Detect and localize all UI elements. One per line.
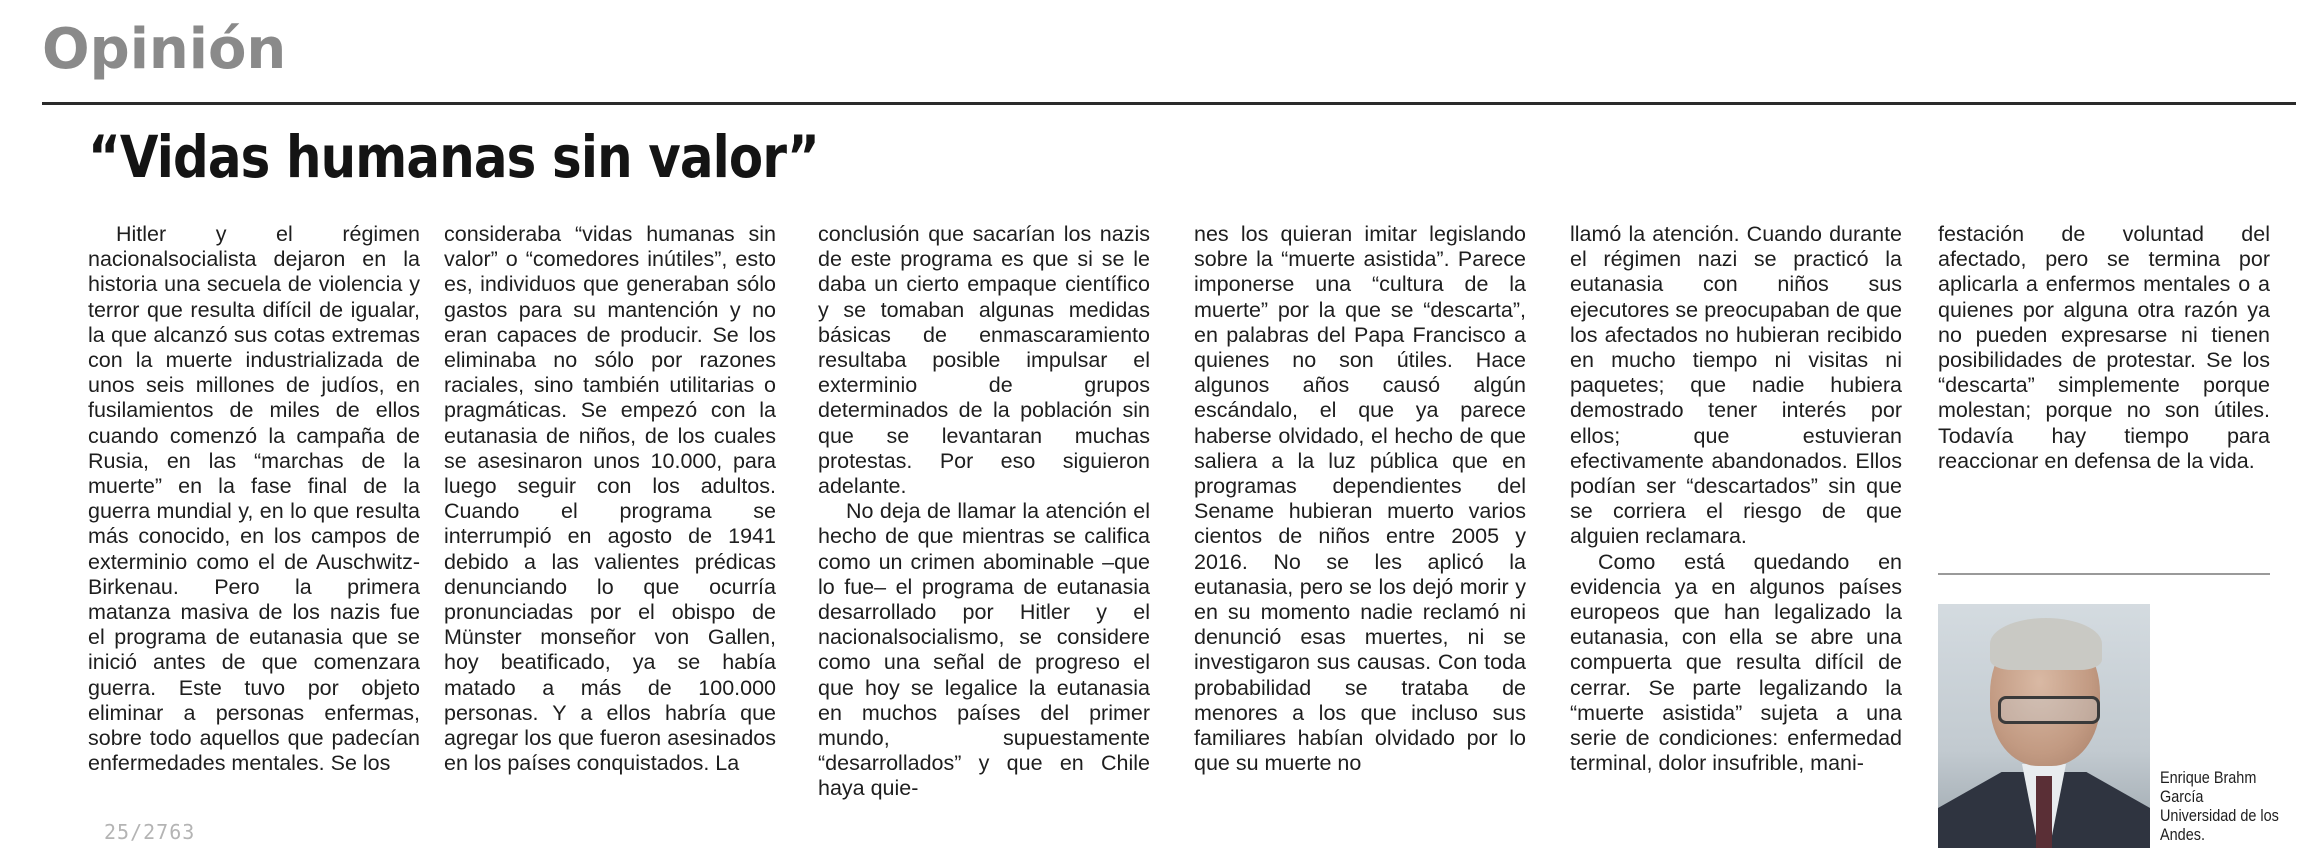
author-affiliation: Universidad de los — [2160, 806, 2279, 825]
paragraph: festación de voluntad del afectado, pero se termina por aplicarla a enfermos mentales o a quienes por alguna otra razón ya no pueden expresarse ni tienen posibilidades de protestar. Se los “descarta” simplemente porque molestan; porque no son útiles. Todavía hay tiempo para reaccionar en defensa de la vida. — [1938, 222, 2270, 473]
text-column-2 — [444, 222, 776, 776]
paragraph: consideraba “vidas humanas sin valor” o “comedores inútiles”, esto es, individuos que generaban sólo gastos para su mantención y no eran capaces de producir. Se los eliminaba no sólo por razones raciales, sino también utilitarias o pragmáticas. Se empezó con la eutanasia de niños, de los cuales se asesinaron unos 10.000, para luego seguir con los adultos. Cuando el programa se interrumpió en agosto de 1941 debido a las valientes prédicas denunciando lo que ocurría pronunciadas por el obispo de Münster monseñor von Gallen, hoy beatificado, ya se había matado a más de 100.000 personas. Y a ellos habría que agregar los que fueron asesinados en los países conquistados. La — [444, 222, 776, 776]
paragraph: No deja de llamar la atención el hecho de que mientras se califica como un crimen abominable –que lo fue– el programa de eutanasia desarrollado por Hitler y el nacionalsocialismo, se considere como una señal de progreso el que hoy se legalice la eutanasia en muchos países del primer mundo, supuestamente “desarrollados” y que en Chile haya quie- — [818, 499, 1150, 801]
header-rule — [42, 102, 2296, 105]
paragraph: conclusión que sacarían los nazis de este programa es que si se le daba un cierto empaque científico y se tomaban algunas medidas básicas de enmascaramiento resultaba posible impulsar el exterminio de grupos determinados de la población sin que se levantaran muchas protestas. Por eso siguieron adelante. — [818, 222, 1150, 499]
column-divider — [1938, 573, 2270, 575]
reference-code: 25/2763 — [104, 820, 196, 844]
text-column-3 — [818, 222, 1150, 802]
author-affiliation-cont: Andes. — [2160, 825, 2205, 844]
author-photo — [1938, 604, 2150, 848]
author-name: Enrique Brahm — [2160, 768, 2257, 787]
paragraph: llamó la atención. Cuando durante el régimen nazi se practicó la eutanasia con niños sus ejecutores se preocupaban de que los afectados no hubieran recibido en mucho tiempo ni visitas ni paquetes; que nadie hubiera demostrado tener interés por ellos; que estuvieran efectivamente abandonados. Ellos podían ser “descartados” sin que se corriera el riesgo de que alguien reclamara. — [1570, 222, 1902, 549]
author-surname: García — [2160, 787, 2204, 806]
headline: “Vidas humanas sin valor” — [88, 123, 819, 191]
paragraph: nes los quieran imitar legislando sobre la “muerte asistida”. Parece imponerse una “cultura de la muerte” por la que se “descarta”, en palabras del Papa Francisco a quienes no son útiles. Hace algunos años causó algún escándalo, el que ya parece haberse olvidado, el hecho de que saliera a la luz pública que en programas dependientes del Sename hubieran muerto varios cientos de niños entre 2005 y 2016. No se les aplicó la eutanasia, pero se los dejó morir y en su momento nadie reclamó ni denunció esas muertes, ni se investigaron sus causas. Con toda probabilidad se trataba de menores a los que incluso sus familiares habían olvidado por lo que su muerte no — [1194, 222, 1526, 776]
text-column-4 — [1194, 222, 1526, 776]
text-column-5 — [1570, 222, 1902, 776]
author-byline — [2160, 768, 2300, 844]
text-column-6 — [1938, 222, 2270, 474]
paragraph: Como está quedando en evidencia ya en algunos países europeos que han legalizado la eutanasia, con ella se abre una compuerta que resulta difícil de cerrar. Se parte legalizando la “muerte asistida” sujeta a una serie de condiciones: enfermedad terminal, dolor insufrible, mani- — [1570, 549, 1902, 776]
paragraph: Hitler y el régimen nacionalsocialista dejaron en la historia una secuela de violencia y terror que resulta difícil de igualar, la que alcanzó sus cotas extremas con la muerte industrializada de unos seis millones de judíos, en fusilamientos de miles de ellos cuando comenzó la campaña de Rusia, en las “marchas de la muerte” en la fase final de la guerra mundial y, en lo que resulta más conocido, en los campos de exterminio como el de Auschwitz-Birkenau. Pero la primera matanza masiva de los nazis fue el programa de eutanasia que se inició antes de que comenzara guerra. Este tuvo por objeto eliminar a personas enfermas, sobre todo aquellos que padecían enfermedades mentales. Se los — [88, 222, 420, 776]
section-label: Opinión — [42, 17, 287, 82]
text-column-1 — [88, 222, 420, 776]
